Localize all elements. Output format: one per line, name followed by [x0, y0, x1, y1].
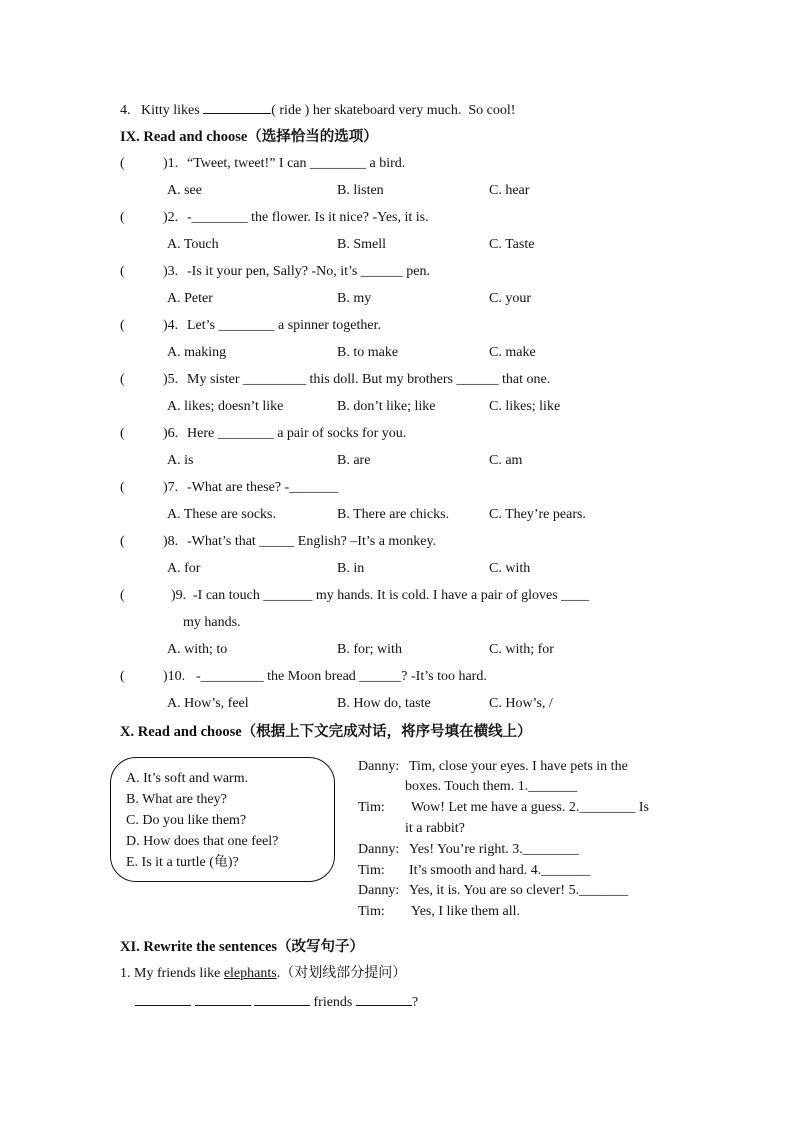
choice-a[interactable]: A. Peter — [167, 291, 213, 306]
choice-b[interactable]: B. listen — [337, 183, 384, 198]
dialogue-line: boxes. Touch them. 1._______ — [405, 779, 578, 794]
answer-blank-1[interactable] — [135, 993, 191, 1006]
answer-paren-open[interactable]: ( — [120, 318, 125, 333]
dialogue-line: Yes, I like them all. — [411, 904, 521, 919]
section-11-title: XI. Rewrite the sentences（改写句子） — [120, 939, 365, 955]
choice-c[interactable]: C. hear — [489, 183, 530, 198]
dialogue-line: Yes, it is. You are so clever! 5._______ — [409, 883, 629, 898]
question-number: )6. — [163, 426, 179, 441]
choice-c[interactable]: C. How’s, / — [489, 696, 553, 711]
question-stem: -What’s that _____ English? –It’s a monkey. — [187, 534, 437, 549]
choice-b[interactable]: B. don’t like; like — [337, 399, 436, 414]
dialogue-line: Tim, close your eyes. I have pets in the — [409, 759, 628, 774]
question-number: )2. — [163, 210, 179, 225]
option-c: C. Do you like them? — [126, 813, 247, 828]
question-number: )10. — [163, 669, 186, 684]
dialogue-speaker: Tim: — [358, 863, 385, 878]
answer-paren-open[interactable]: ( — [120, 426, 125, 441]
dialogue-line: Yes! You’re right. 3.________ — [409, 842, 579, 857]
q4-answer-blank[interactable] — [203, 101, 271, 114]
answer-paren-open[interactable]: ( — [120, 588, 125, 603]
rewrite-q1-answer: friends ? — [135, 993, 418, 1012]
section-9-title: IX. Read and choose（选择恰当的选项） — [120, 129, 378, 145]
section-10-title: X. Read and choose（根据上下文完成对话，将序号填在横线上） — [120, 724, 532, 740]
dialogue-line: It’s smooth and hard. 4._______ — [409, 863, 591, 878]
choice-c[interactable]: C. your — [489, 291, 531, 306]
choice-b[interactable]: B. are — [337, 453, 371, 468]
question-stem: -________ the flower. Is it nice? -Yes, it is. — [187, 210, 429, 225]
answer-paren-open[interactable]: ( — [120, 264, 125, 279]
answer-paren-open[interactable]: ( — [120, 534, 125, 549]
dialogue-line: it a rabbit? — [405, 821, 465, 836]
answer-paren-open[interactable]: ( — [120, 480, 125, 495]
question-number: )3. — [163, 264, 179, 279]
answer-paren-open[interactable]: ( — [120, 156, 125, 171]
question-number: )1. — [163, 156, 179, 171]
choice-a[interactable]: A. making — [167, 345, 227, 360]
question-number: )9. — [171, 588, 187, 603]
choice-c[interactable]: C. with — [489, 561, 531, 576]
choice-b[interactable]: B. Smell — [337, 237, 387, 252]
choice-a[interactable]: A. for — [167, 561, 201, 576]
dialogue-speaker: Tim: — [358, 800, 385, 815]
choice-c[interactable]: C. am — [489, 453, 523, 468]
choice-b[interactable]: B. There are chicks. — [337, 507, 450, 522]
question-stem: Here ________ a pair of socks for you. — [187, 426, 407, 441]
dialogue-speaker: Danny: — [358, 842, 400, 857]
q4-line: 4. Kitty likes ( ride ) her skateboard very much. So cool! — [120, 103, 516, 118]
question-stem: -_________ the Moon bread ______? -It’s too hard. — [196, 669, 487, 684]
dialogue-speaker: Danny: — [358, 759, 400, 774]
answer-blank-3[interactable] — [254, 993, 310, 1006]
choice-a[interactable]: A. likes; doesn’t like — [167, 399, 284, 414]
answer-paren-open[interactable]: ( — [120, 372, 125, 387]
answer-blank-2[interactable] — [195, 993, 251, 1006]
choice-c[interactable]: C. with; for — [489, 642, 554, 657]
choice-b[interactable]: B. my — [337, 291, 372, 306]
choice-a[interactable]: A. How’s, feel — [167, 696, 249, 711]
question-number: )8. — [163, 534, 179, 549]
choice-c[interactable]: C. They’re pears. — [489, 507, 586, 522]
question-stem-cont: my hands. — [183, 615, 241, 630]
option-a: A. It’s soft and warm. — [126, 771, 249, 786]
option-e: E. Is it a turtle (龟)? — [126, 855, 239, 870]
question-number: )5. — [163, 372, 179, 387]
choice-a[interactable]: A. Touch — [167, 237, 219, 252]
question-stem: -I can touch _______ my hands. It is cold. I have a pair of gloves ____ — [193, 588, 590, 603]
choice-a[interactable]: A. These are socks. — [167, 507, 276, 522]
question-stem: -What are these? -_______ — [187, 480, 339, 495]
choice-a[interactable]: A. is — [167, 453, 194, 468]
option-d: D. How does that one feel? — [126, 834, 279, 849]
choice-a[interactable]: A. see — [167, 183, 202, 198]
choice-a[interactable]: A. with; to — [167, 642, 228, 657]
choice-c[interactable]: C. Taste — [489, 237, 535, 252]
choice-b[interactable]: B. for; with — [337, 642, 402, 657]
answer-paren-open[interactable]: ( — [120, 669, 125, 684]
options-bubble — [110, 757, 335, 882]
choice-b[interactable]: B. to make — [337, 345, 399, 360]
option-b: B. What are they? — [126, 792, 227, 807]
dialogue-speaker: Tim: — [358, 904, 385, 919]
choice-b[interactable]: B. How do, taste — [337, 696, 431, 711]
rewrite-q1: 1. My friends like elephants.（对划线部分提问） — [120, 966, 407, 981]
underlined-word: elephants — [223, 966, 277, 981]
answer-blank-4[interactable] — [356, 993, 412, 1006]
choice-c[interactable]: C. likes; like — [489, 399, 561, 414]
dialogue-speaker: Danny: — [358, 883, 400, 898]
question-number: )7. — [163, 480, 179, 495]
question-stem: -Is it your pen, Sally? -No, it’s ______ pen. — [187, 264, 431, 279]
question-stem: My sister _________ this doll. But my brothers ______ that one. — [187, 372, 551, 387]
choice-b[interactable]: B. in — [337, 561, 365, 576]
answer-paren-open[interactable]: ( — [120, 210, 125, 225]
dialogue-line: Wow! Let me have a guess. 2.________ Is — [411, 800, 649, 815]
question-stem: “Tweet, tweet!” I can ________ a bird. — [187, 156, 406, 171]
question-number: )4. — [163, 318, 179, 333]
choice-c[interactable]: C. make — [489, 345, 536, 360]
question-stem: Let’s ________ a spinner together. — [187, 318, 382, 333]
